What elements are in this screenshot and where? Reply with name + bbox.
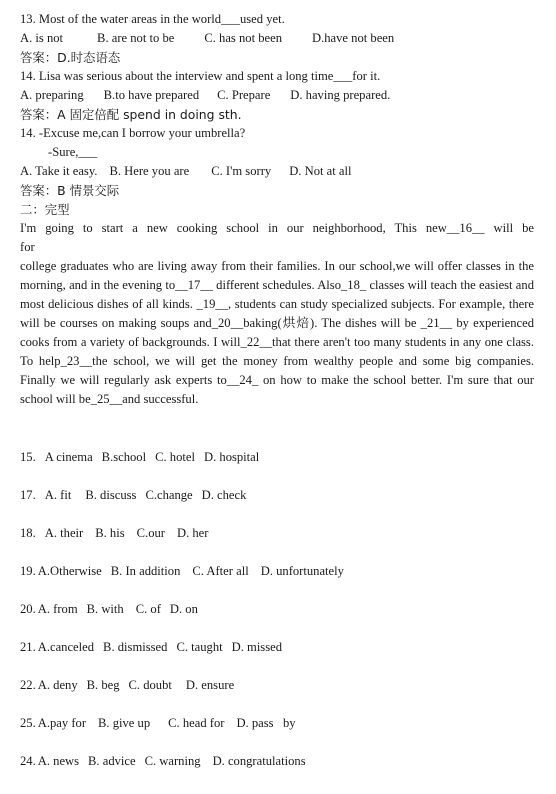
cloze-options-22	[20, 676, 536, 695]
option: D. unfortunately	[260, 564, 344, 578]
option: A. is not	[20, 31, 64, 45]
cloze-options-19	[20, 562, 536, 581]
option: B. discuss	[85, 488, 137, 502]
option-label: 24.	[20, 754, 36, 768]
cloze-options-25	[20, 714, 536, 733]
option: A. their	[44, 526, 84, 540]
option: C. warning	[144, 754, 201, 768]
cloze-options-15	[20, 448, 536, 467]
option: B. his	[95, 526, 125, 540]
option: C. Prepare	[217, 88, 271, 102]
option: A. Take it easy.	[20, 164, 98, 178]
option: D. hospital	[204, 450, 260, 464]
option: B. give up	[98, 716, 151, 730]
question-14a: 14. Lisa was serious about the interview and spent a long time___for it.	[20, 69, 381, 83]
option: A.canceled	[37, 640, 95, 654]
passage-line: I'm going to start a new cooking school in our neighborhood, This new__16__ will be	[20, 221, 534, 235]
option: D. congratulations	[212, 754, 306, 768]
question-14b: 14. -Excuse me,can I borrow your umbrella?	[20, 126, 246, 140]
option: B. In addition	[110, 564, 181, 578]
section-title: 二：完型	[20, 202, 70, 217]
option: A. news	[37, 754, 80, 768]
passage-line: for	[20, 240, 35, 254]
option: C.change	[145, 488, 193, 502]
option: D. Not at all	[289, 164, 352, 178]
question-14b-options	[20, 162, 536, 181]
option: D. missed	[231, 640, 282, 654]
option-label: 22.	[20, 678, 36, 692]
cloze-options-21	[20, 638, 536, 657]
option-label: 18.	[20, 526, 36, 540]
option: C. has not been	[204, 31, 282, 45]
option: C. of	[135, 602, 161, 616]
option: B. advice	[88, 754, 136, 768]
question-13-options	[20, 29, 536, 48]
option-label: 15.	[20, 450, 36, 464]
option: B. Here you are	[109, 164, 190, 178]
option: A.Otherwise	[37, 564, 102, 578]
option: A. preparing	[20, 88, 84, 102]
option: A. from	[37, 602, 78, 616]
option-label: 25.	[20, 716, 36, 730]
question-14b-line2: -Sure,___	[48, 145, 98, 159]
option-label: 20.	[20, 602, 36, 616]
option: C. head for	[168, 716, 225, 730]
option: C. I'm sorry	[211, 164, 272, 178]
passage-paragraph: college graduates who are living away from their families. In our school,we will offer classes in the morning, and in the evening to__17__ different schedules. Also_18_ classes will teach the easiest and most delicious dishes of all kinds. _19__, students can study specialized subjects. For example, there will be courses on making soups and_20__baking(烘焙). The dishes will be _21__ by experienced cooks from a variety of backgrounds. I will_22__that there aren't too many students in any one class. To help_23__the school, we will get the money from wealthy people and some big companies. Finally we will regularly ask experts to__24_ on how to make the school better. I'm sure that our school will be_25__and successful.	[20, 259, 534, 406]
answer-14b: 答案：B 情景交际	[20, 183, 120, 198]
option: B. dismissed	[103, 640, 168, 654]
cloze-options-18	[20, 524, 536, 543]
option: D. pass by	[236, 716, 296, 730]
cloze-options-20	[20, 600, 536, 619]
option: A. fit	[44, 488, 72, 502]
option: B.school	[101, 450, 147, 464]
option-label: 19.	[20, 564, 36, 578]
answer-13: 答案：D.时态语态	[20, 50, 121, 65]
option: D.have not been	[312, 31, 395, 45]
option: B. are not to be	[97, 31, 175, 45]
option: C. taught	[176, 640, 223, 654]
question-13: 13. Most of the water areas in the world___used yet.	[20, 12, 285, 26]
question-14a-options	[20, 86, 536, 105]
option: A cinema	[44, 450, 93, 464]
option-label: 17.	[20, 488, 36, 502]
option: D. ensure	[185, 678, 235, 692]
option: B.to have prepared	[103, 88, 200, 102]
cloze-options-17	[20, 486, 536, 505]
option: C. hotel	[155, 450, 195, 464]
option: A.pay for	[37, 716, 87, 730]
cloze-options-24	[20, 752, 536, 771]
answer-14a: 答案：A 固定倍配 spend in doing sth.	[20, 107, 242, 122]
option: B. beg	[86, 678, 120, 692]
option-label: 21.	[20, 640, 36, 654]
option: C. After all	[192, 564, 249, 578]
option: B. with	[86, 602, 124, 616]
option: D. check	[201, 488, 247, 502]
option: D. her	[176, 526, 209, 540]
option: D. having prepared.	[290, 88, 391, 102]
option: D. on	[169, 602, 198, 616]
option: C.our	[136, 526, 165, 540]
option: C. doubt	[128, 678, 172, 692]
cloze-passage	[20, 219, 534, 409]
option: A. deny	[37, 678, 78, 692]
